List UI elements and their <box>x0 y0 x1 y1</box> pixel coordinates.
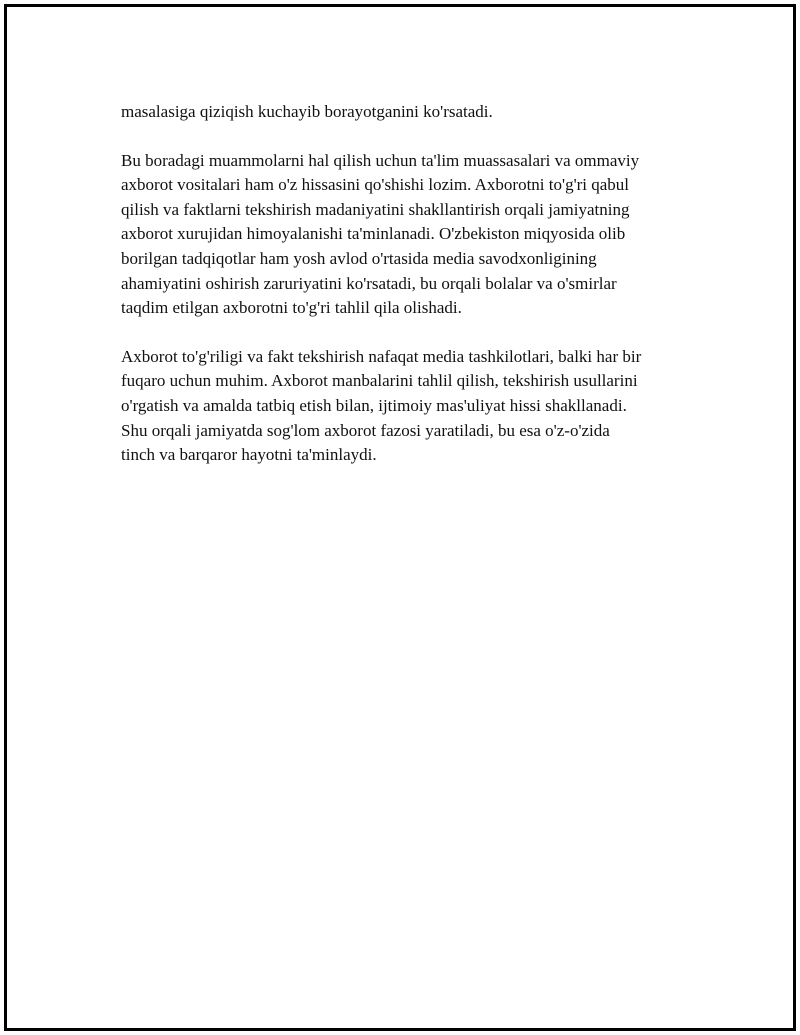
paragraph-1 <box>121 100 701 125</box>
paragraph-2 <box>121 149 701 321</box>
paragraph-line: taqdim etilgan axborotni to'g'ri tahlil qila olishadi. <box>121 298 462 318</box>
paragraph-line: axborot vositalari ham o'z hissasini qo'shishi lozim. Axborotni to'g'ri qabul <box>121 175 630 195</box>
paragraph-line: borilgan tadqiqotlar ham yosh avlod o'rtasida media savodxonligining <box>121 248 597 268</box>
paragraph-line: qilish va faktlarni tekshirish madaniyatini shakllantirish orqali jamiyatning <box>121 199 630 219</box>
document-body <box>121 100 701 492</box>
paragraph-line: ahamiyatini oshirish zaruriyatini ko'rsatadi, bu orqali bolalar va o'smirlar <box>121 273 617 293</box>
paragraph-line: Shu orqali jamiyatda sog'lom axborot fazosi yaratiladi, bu esa o'z-o'zida <box>121 420 610 440</box>
paragraph-line: Bu boradagi muammolarni hal qilish uchun ta'lim muassasalari va ommaviy <box>121 150 640 170</box>
paragraph-line: axborot xurujidan himoyalanishi ta'minlanadi. O'zbekiston miqyosida olib <box>121 224 626 244</box>
paragraph-line: fuqaro uchun muhim. Axborot manbalarini tahlil qilish, tekshirish usullarini <box>121 371 638 391</box>
paragraph-3 <box>121 345 701 468</box>
document-page <box>4 4 796 1031</box>
paragraph-line: Axborot to'g'riligi va fakt tekshirish nafaqat media tashkilotlari, balki har bir <box>121 346 642 366</box>
paragraph-line: tinch va barqaror hayotni ta'minlaydi. <box>121 445 377 465</box>
paragraph-line: masalasiga qiziqish kuchayib borayotganini ko'rsatadi. <box>121 102 493 121</box>
paragraph-line: o'rgatish va amalda tatbiq etish bilan, ijtimoiy mas'uliyat hissi shakllanadi. <box>121 395 627 415</box>
